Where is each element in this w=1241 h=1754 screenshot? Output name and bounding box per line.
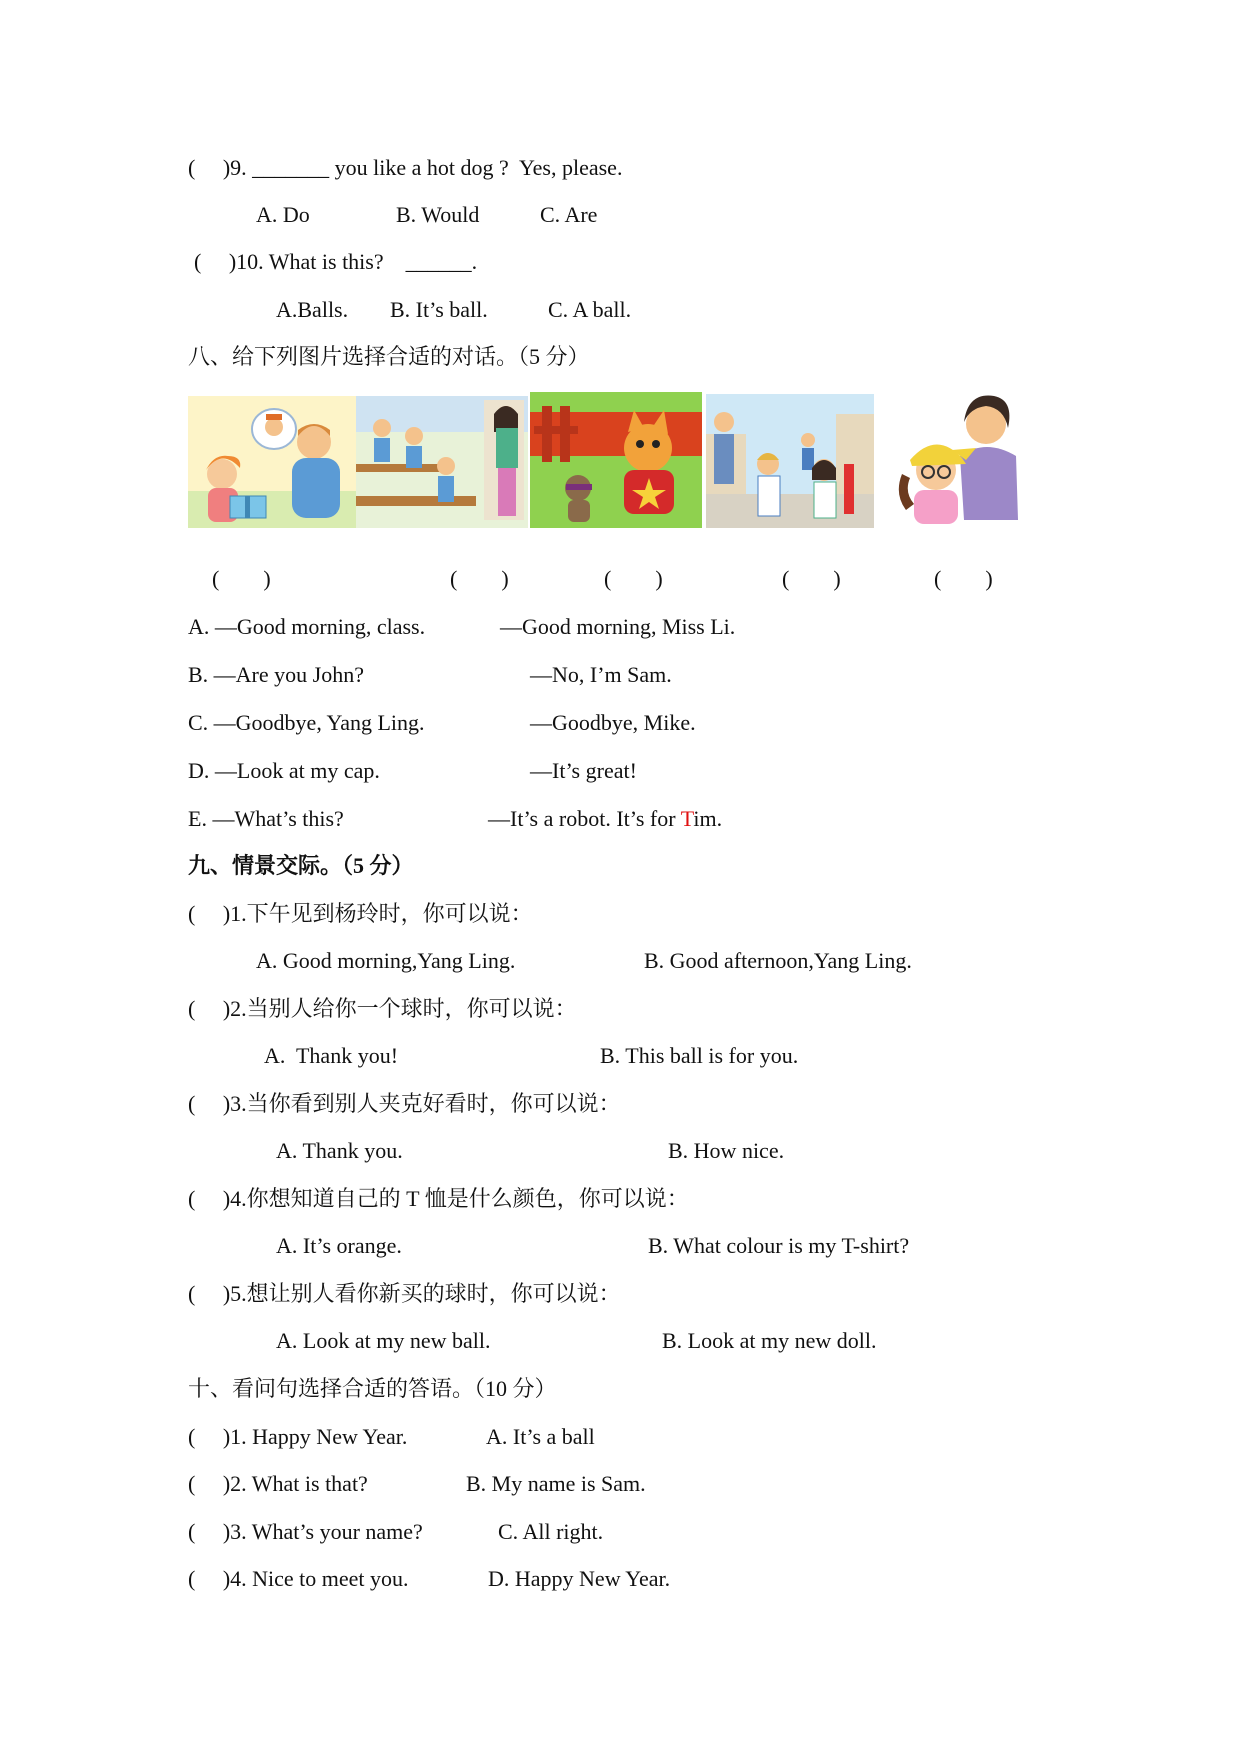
q9-option-b: B. Would — [396, 202, 480, 227]
picture-new-cap — [880, 386, 1034, 528]
s9-q5-option-b: B. Look at my new doll. — [662, 1328, 877, 1353]
section-8-title: 八、给下列图片选择合适的对话。（5 分） — [188, 344, 590, 369]
dialog-b-right: —No, I’m Sam. — [530, 662, 672, 687]
picture-1-answer-bracket[interactable]: ( ) — [212, 566, 271, 591]
s9-q5: ( )5.想让别人看你新买的球时，你可以说： — [188, 1281, 621, 1306]
dialog-e-left: E. —What’s this? — [188, 806, 344, 831]
dialog-e-right-tail: im. — [693, 806, 723, 831]
s10-answer-a: A. It’s a ball — [486, 1424, 595, 1449]
s10-q2: ( )2. What is that? — [188, 1471, 368, 1496]
s10-q1: ( )1. Happy New Year. — [188, 1424, 408, 1449]
q9-option-a: A. Do — [256, 202, 310, 227]
s9-q2-option-b: B. This ball is for you. — [600, 1043, 799, 1068]
picture-4-answer-bracket[interactable]: ( ) — [782, 566, 841, 591]
picture-2-answer-bracket[interactable]: ( ) — [450, 566, 509, 591]
s9-q4: ( )4.你想知道自己的 T 恤是什么颜色，你可以说： — [188, 1186, 689, 1211]
q10-stem: ( )10. What is this? ______. — [194, 249, 478, 274]
section-10-title: 十、看问句选择合适的答语。（10 分） — [188, 1376, 557, 1401]
q9-stem: ( )9. _______ you like a hot dog ? Yes, please. — [188, 155, 623, 180]
q10-option-c: C. A ball. — [548, 297, 632, 322]
dialog-e-right — [488, 806, 722, 832]
picture-gift-robot — [188, 396, 356, 528]
dialog-d-right: —It’s great! — [530, 758, 637, 783]
s10-answer-c: C. All right. — [498, 1519, 604, 1544]
dialog-e-highlight-letter: T — [680, 806, 694, 831]
q9-option-c: C. Are — [540, 202, 598, 227]
s10-q3: ( )3. What’s your name? — [188, 1519, 423, 1544]
q10-option-b: B. It’s ball. — [390, 297, 488, 322]
q10-option-a: A.Balls. — [276, 297, 349, 322]
picture-3-answer-bracket[interactable]: ( ) — [604, 566, 663, 591]
s10-q4: ( )4. Nice to meet you. — [188, 1566, 409, 1591]
s9-q4-option-b: B. What colour is my T-shirt? — [648, 1233, 910, 1258]
picture-goodbye-school — [706, 394, 874, 528]
s9-q2-option-a: A. Thank you! — [264, 1043, 399, 1068]
s10-answer-d: D. Happy New Year. — [488, 1566, 671, 1591]
s9-q5-option-a: A. Look at my new ball. — [276, 1328, 491, 1353]
dialog-c-left: C. —Goodbye, Yang Ling. — [188, 710, 425, 735]
s9-q4-option-a: A. It’s orange. — [276, 1233, 402, 1258]
dialog-b-left: B. —Are you John? — [188, 662, 364, 687]
s9-q1-option-a: A. Good morning,Yang Ling. — [256, 948, 516, 973]
dialog-a-left: A. —Good morning, class. — [188, 614, 426, 639]
s9-q1: ( )1.下午见到杨玲时，你可以说： — [188, 901, 533, 926]
s9-q3: ( )3.当你看到别人夹克好看时，你可以说： — [188, 1091, 621, 1116]
dialog-a-right: —Good morning, Miss Li. — [500, 614, 736, 639]
dialog-c-right: —Goodbye, Mike. — [530, 710, 696, 735]
s10-answer-b: B. My name is Sam. — [466, 1471, 646, 1496]
s9-q1-option-b: B. Good afternoon,Yang Ling. — [644, 948, 912, 973]
picture-5-answer-bracket[interactable]: ( ) — [934, 566, 993, 591]
s9-q3-option-a: A. Thank you. — [276, 1138, 403, 1163]
picture-classroom — [356, 396, 528, 528]
dialog-d-left: D. —Look at my cap. — [188, 758, 380, 783]
picture-cat-mouse — [530, 392, 702, 528]
dialog-e-right-text: —It’s a robot. It’s for — [488, 806, 681, 831]
section-9-title: 九、情景交际。（5 分） — [188, 853, 414, 878]
s9-q2: ( )2.当别人给你一个球时，你可以说： — [188, 996, 577, 1021]
s9-q3-option-b: B. How nice. — [668, 1138, 785, 1163]
